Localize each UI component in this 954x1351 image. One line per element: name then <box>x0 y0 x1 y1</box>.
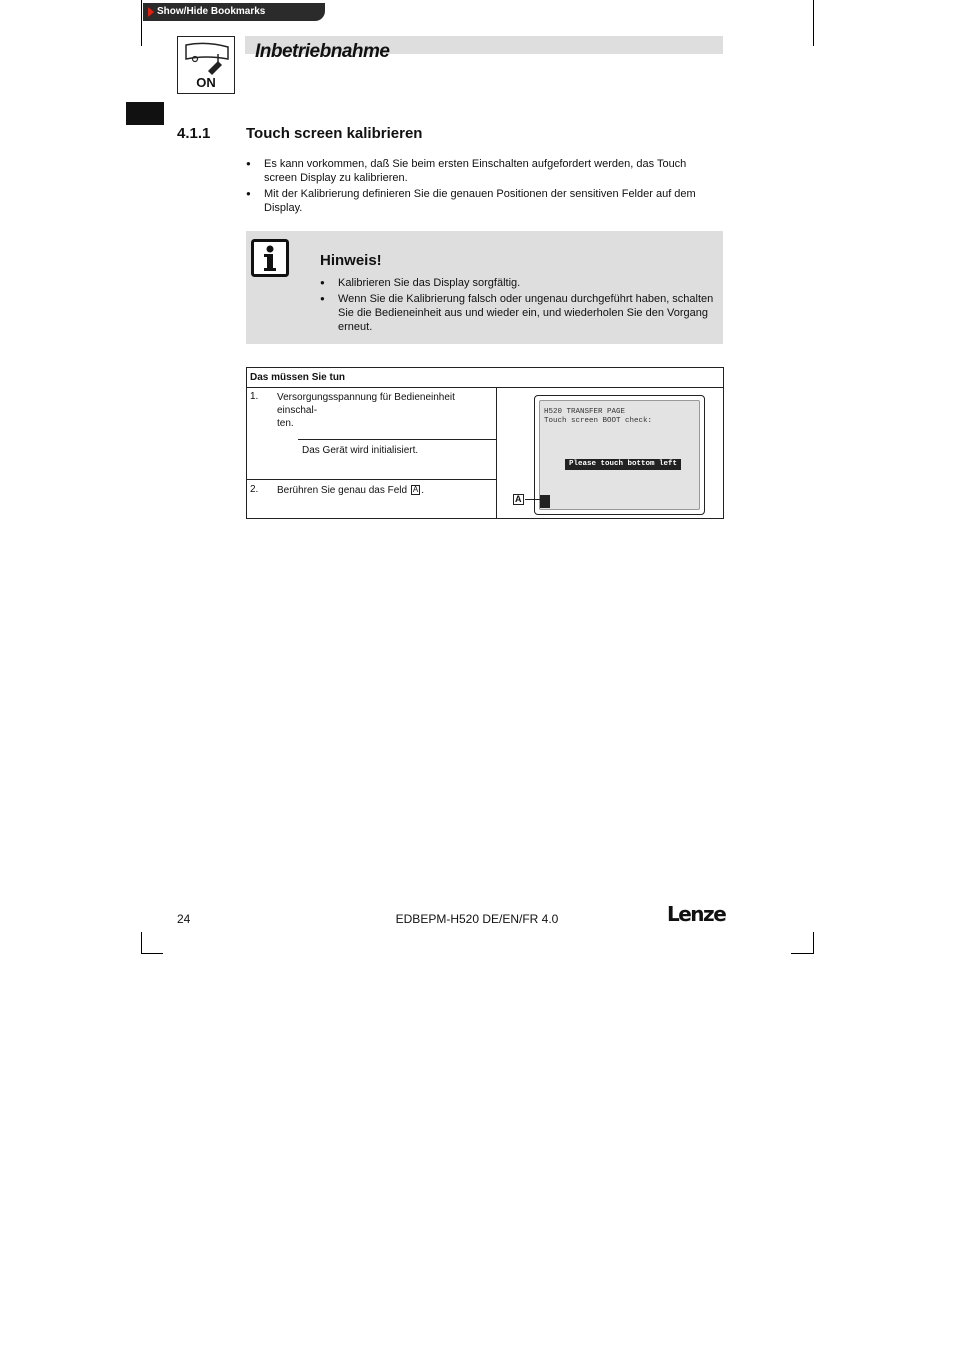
step-text-line: Versorgungsspannung für Bedieneinheit einschal- <box>277 392 455 416</box>
list-item: ● Mit der Kalibrierung definieren Sie die genauen Positionen der sensitiven Felder auf dem Display. <box>246 187 706 215</box>
step-number: 2. <box>250 484 259 495</box>
document-id: EDBEPM-H520 DE/EN/FR 4.0 <box>395 912 559 926</box>
crop-mark <box>141 932 142 954</box>
instruction-table <box>246 367 724 519</box>
intro-list <box>246 157 706 217</box>
page-title: Inbetriebnahme <box>255 41 390 62</box>
page-number: 24 <box>177 912 191 926</box>
marker-label: A <box>515 494 522 504</box>
section-title: Touch screen kalibrieren <box>246 125 423 142</box>
list-item: ● Kalibrieren Sie das Display sorgfältig. <box>320 276 715 290</box>
list-item: ● Wenn Sie die Kalibrierung falsch oder ungenau durchgeführt haben, schalten Sie die Bedieneinheit aus und wieder ein, und wiederholen Sie den Vorgang erneut. <box>320 292 715 334</box>
chapter-marker <box>126 102 164 125</box>
note-list <box>320 276 715 336</box>
crop-mark <box>791 953 813 954</box>
note-title: Hinweis! <box>320 252 382 269</box>
note-box <box>246 231 723 344</box>
touch-target-bottom-left <box>540 495 550 508</box>
list-item: ● Es kann vorkommen, daß Sie beim ersten Einschalten aufgefordert werden, das Touch screen Display zu kalibrieren. <box>246 157 706 185</box>
device-screen <box>539 400 700 510</box>
step-text-part: . <box>421 485 424 496</box>
step-number: 1. <box>250 391 259 402</box>
info-icon <box>251 239 289 277</box>
device-frame <box>534 395 705 515</box>
calibration-prompt: Please touch bottom left <box>565 459 681 470</box>
lenze-logo: Lenze <box>667 902 726 926</box>
triangle-right-icon <box>148 7 154 17</box>
divider <box>298 439 496 440</box>
step-result: Das Gerät wird initialisiert. <box>302 445 419 456</box>
power-switch-icon <box>177 36 235 94</box>
crop-mark <box>813 932 814 954</box>
steps-column <box>247 387 497 518</box>
screen-line: H520 TRANSFER PAGE <box>544 408 626 416</box>
bookmarks-label: Show/Hide Bookmarks <box>157 6 266 17</box>
step-text-line: ten. <box>277 418 294 429</box>
table-header: Das müssen Sie tun <box>247 368 723 388</box>
field-reference: A <box>412 485 419 494</box>
divider <box>247 479 496 480</box>
crop-mark <box>141 953 163 954</box>
section-number: 4.1.1 <box>177 125 211 142</box>
crop-mark <box>813 0 814 46</box>
step-text-part: Berühren Sie genau das Feld <box>277 485 408 496</box>
step-text <box>277 484 424 497</box>
screen-line: Touch screen BOOT check: <box>544 417 653 425</box>
illustration-column <box>496 387 723 518</box>
step-text <box>277 391 492 430</box>
on-label: ON <box>196 75 216 90</box>
show-hide-bookmarks-button[interactable] <box>143 3 325 21</box>
leader-line <box>525 499 540 500</box>
crop-mark <box>141 0 142 46</box>
